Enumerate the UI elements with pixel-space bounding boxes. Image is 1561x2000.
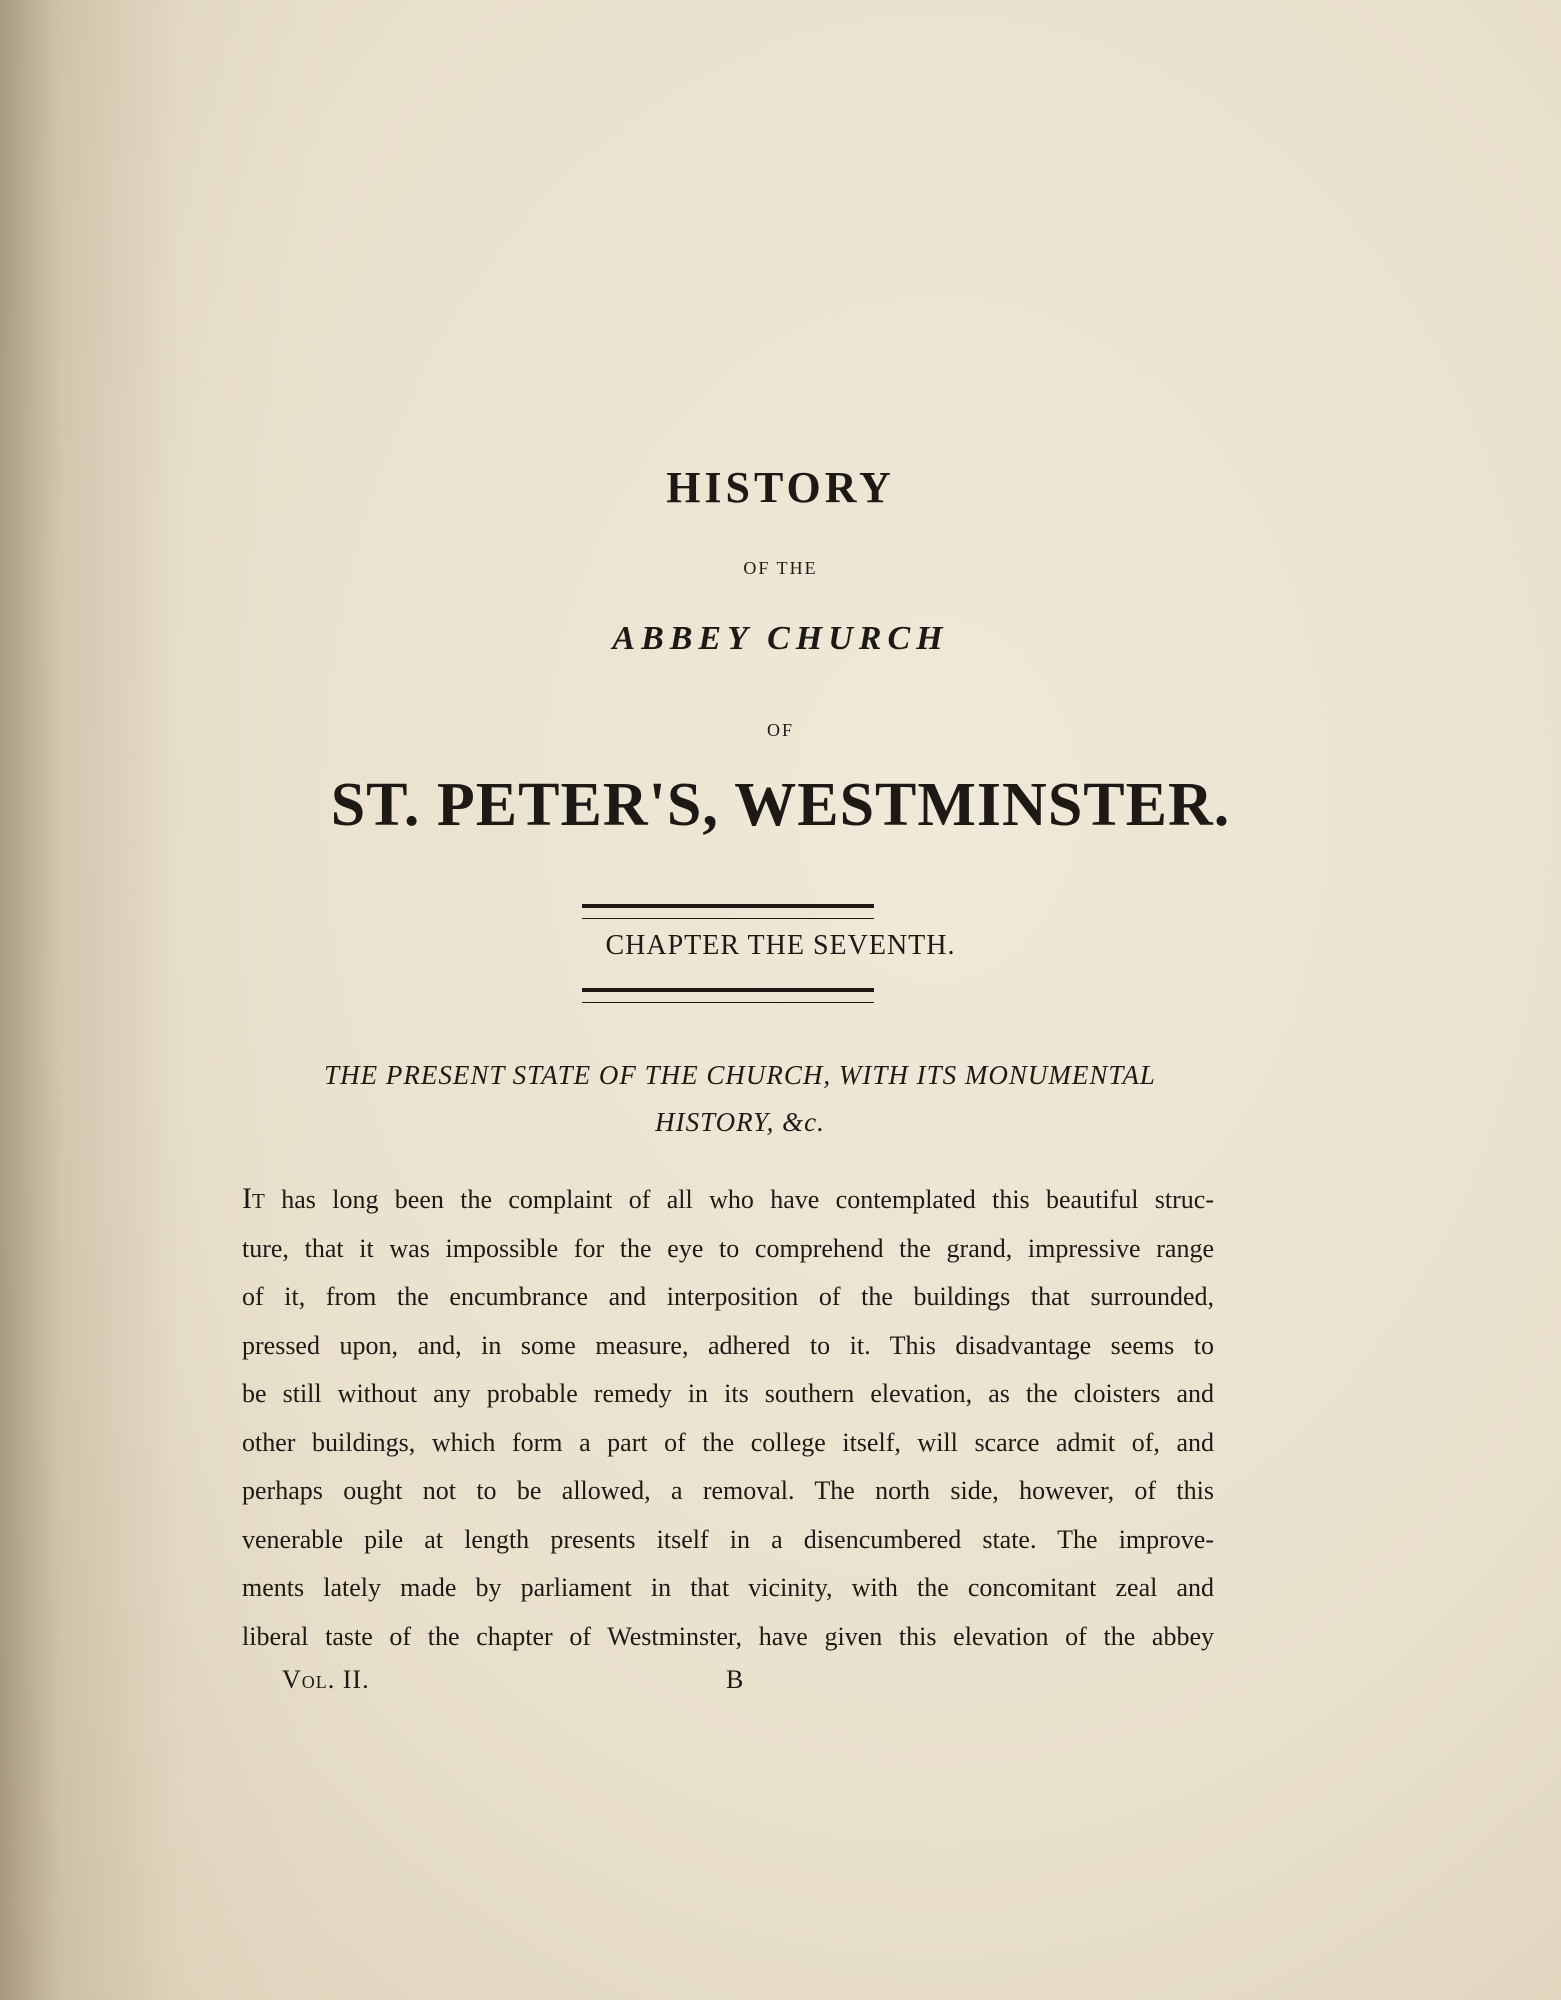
body-line-4: pressed upon, and, in some measure, adhered to it. This disadvantage seems to xyxy=(242,1330,1214,1360)
body-line-5: be still without any probable remedy in its southern elevation, as the cloisters and xyxy=(242,1379,1214,1408)
body-line-6: other buildings, which form a part of the college itself, will scarce admit of, and xyxy=(242,1427,1214,1457)
body-line-7: perhaps ought not to be allowed, a removal. The north side, however, of this xyxy=(242,1476,1214,1505)
body-text xyxy=(242,1175,1214,1661)
opening-word: It xyxy=(242,1182,265,1215)
chapter-subtitle-line-1: THE PRESENT STATE OF THE CHURCH, WITH ITS MONUMENTAL xyxy=(324,1060,1156,1090)
title-of: OF xyxy=(766,720,794,740)
body-line-10: liberal taste of the chapter of Westminster, have given this elevation of the abbey xyxy=(242,1621,1214,1651)
double-rule-top xyxy=(582,904,874,919)
chapter-subtitle-line-2: HISTORY, &c. xyxy=(655,1107,825,1137)
chapter-heading: CHAPTER THE SEVENTH. xyxy=(605,930,956,961)
title-st-peters-westminster: ST. PETER'S, WESTMINSTER. xyxy=(330,771,1231,839)
body-line-2: ture, that it was impossible for the eye to comprehend the grand, impressive range xyxy=(242,1233,1214,1263)
double-rule-bottom xyxy=(582,988,874,1003)
volume-label: Vol. II. xyxy=(282,1665,370,1694)
body-line-8: venerable pile at length presents itself in a disencumbered state. The improve- xyxy=(242,1524,1214,1554)
body-line-9: ments lately made by parliament in that vicinity, with the concomitant zeal and xyxy=(242,1573,1214,1602)
body-line-1: It has long been the complaint of all who have contemplated this beautiful struc- xyxy=(242,1182,1214,1215)
title-history: HISTORY xyxy=(666,463,895,512)
body-line-3: of it, from the encumbrance and interposition of the buildings that surrounded, xyxy=(242,1282,1214,1311)
title-of-the: OF THE xyxy=(743,558,818,578)
signature-mark: B xyxy=(726,1665,744,1694)
title-abbey-church: ABBEY CHURCH xyxy=(612,620,949,657)
